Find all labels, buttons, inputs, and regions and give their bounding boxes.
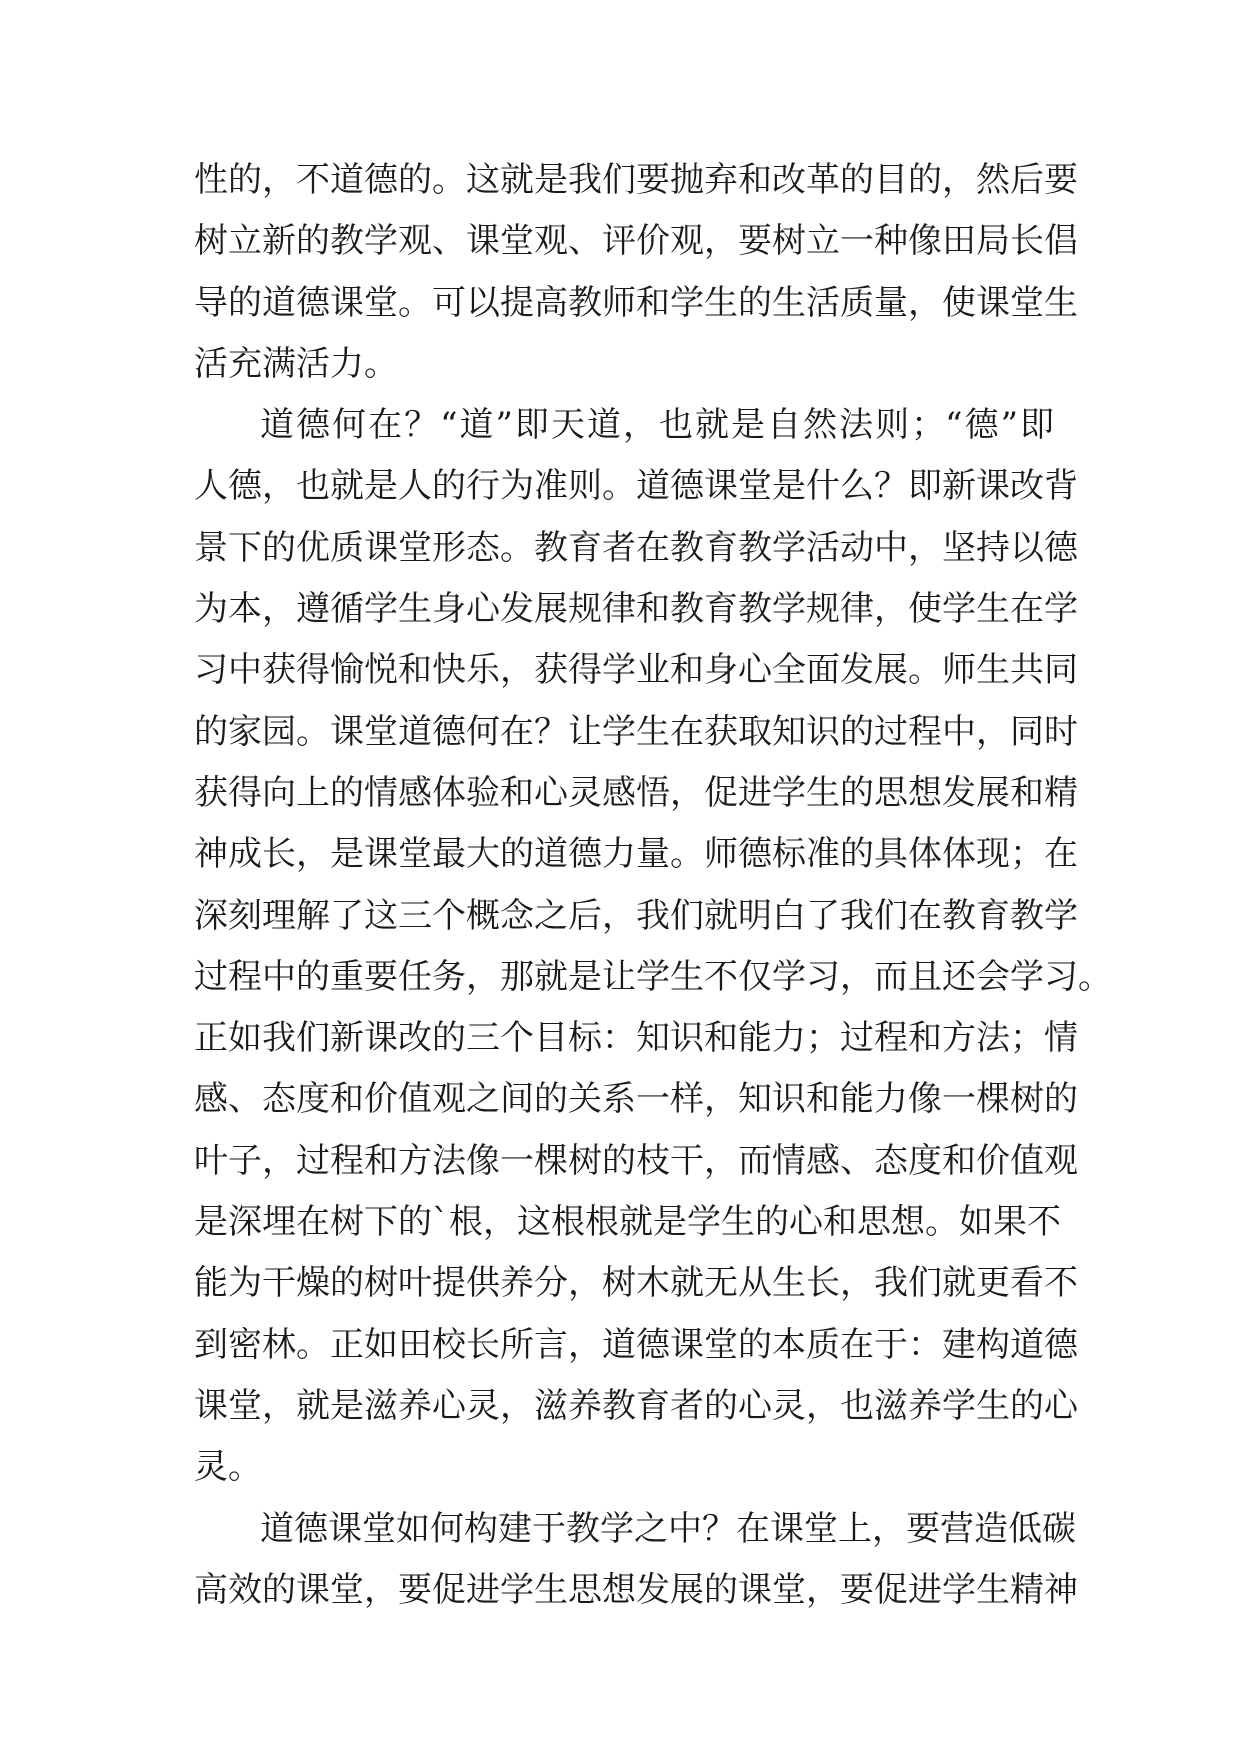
paragraph-line: 人德，也就是人的行为准则。道德课堂是什么？即新课改背: [194, 466, 1078, 507]
paragraph-line: 深刻理解了这三个概念之后，我们就明白了我们在教育教学: [194, 895, 1078, 936]
paragraph-2: [194, 395, 1112, 1498]
paragraph-line: 感、态度和价值观之间的关系一样，知识和能力像一棵树的: [194, 1079, 1078, 1120]
paragraph-line: 习中获得愉悦和快乐，获得学业和身心全面发展。师生共同: [194, 650, 1078, 691]
paragraph-line: 为本，遵循学生身心发展规律和教育教学规律，使学生在学: [194, 589, 1078, 630]
paragraph-line: 叶子，过程和方法像一棵树的枝干，而情感、态度和价值观: [194, 1140, 1078, 1181]
paragraph-line: 导的道德课堂。可以提高教师和学生的生活质量，使课堂生: [194, 282, 1078, 323]
paragraph-3: [194, 1499, 1078, 1622]
paragraph-line: 能为干燥的树叶提供养分，树木就无从生长，我们就更看不: [194, 1263, 1078, 1304]
paragraph-line: 道德课堂如何构建于教学之中？在课堂上，要营造低碳: [260, 1508, 1076, 1549]
paragraph-line: 正如我们新课改的三个目标：知识和能力；过程和方法；情: [194, 1018, 1078, 1059]
paragraph-line: 景下的优质课堂形态。教育者在教育教学活动中，坚持以德: [194, 527, 1078, 568]
paragraph-line: 灵。: [194, 1447, 262, 1488]
paragraph-line: 过程中的重要任务，那就是让学生不仅学习，而且还会学习。: [194, 956, 1112, 997]
paragraph-line: 到密林。正如田校长所言，道德课堂的本质在于：建构道德: [194, 1324, 1078, 1365]
paragraph-line: 获得向上的情感体验和心灵感悟，促进学生的思想发展和精: [194, 772, 1078, 813]
document-body: [194, 150, 1112, 1621]
paragraph-line: 课堂，就是滋养心灵，滋养教育者的心灵，也滋养学生的心: [194, 1385, 1078, 1426]
paragraph-line: 是深埋在树下的`根，这根根就是学生的心和思想。如果不: [194, 1202, 1061, 1243]
paragraph-line: 活充满活力。: [194, 343, 398, 384]
paragraph-line: 性的，不道德的。这就是我们要抛弃和改革的目的，然后要: [194, 160, 1078, 200]
paragraph-line: 树立新的教学观、课堂观、评价观，要树立一种像田局长倡: [194, 221, 1078, 262]
paragraph-line: 高效的课堂，要促进学生思想发展的课堂，要促进学生精神: [194, 1569, 1078, 1610]
paragraph-1: [194, 150, 1078, 395]
paragraph-line: 神成长，是课堂最大的道德力量。师德标准的具体体现；在: [194, 834, 1078, 875]
paragraph-line: 道德何在？“道”即天道，也就是自然法则；“德”即: [260, 405, 1054, 446]
paragraph-line: 的家园。课堂道德何在？让学生在获取知识的过程中，同时: [194, 711, 1078, 752]
